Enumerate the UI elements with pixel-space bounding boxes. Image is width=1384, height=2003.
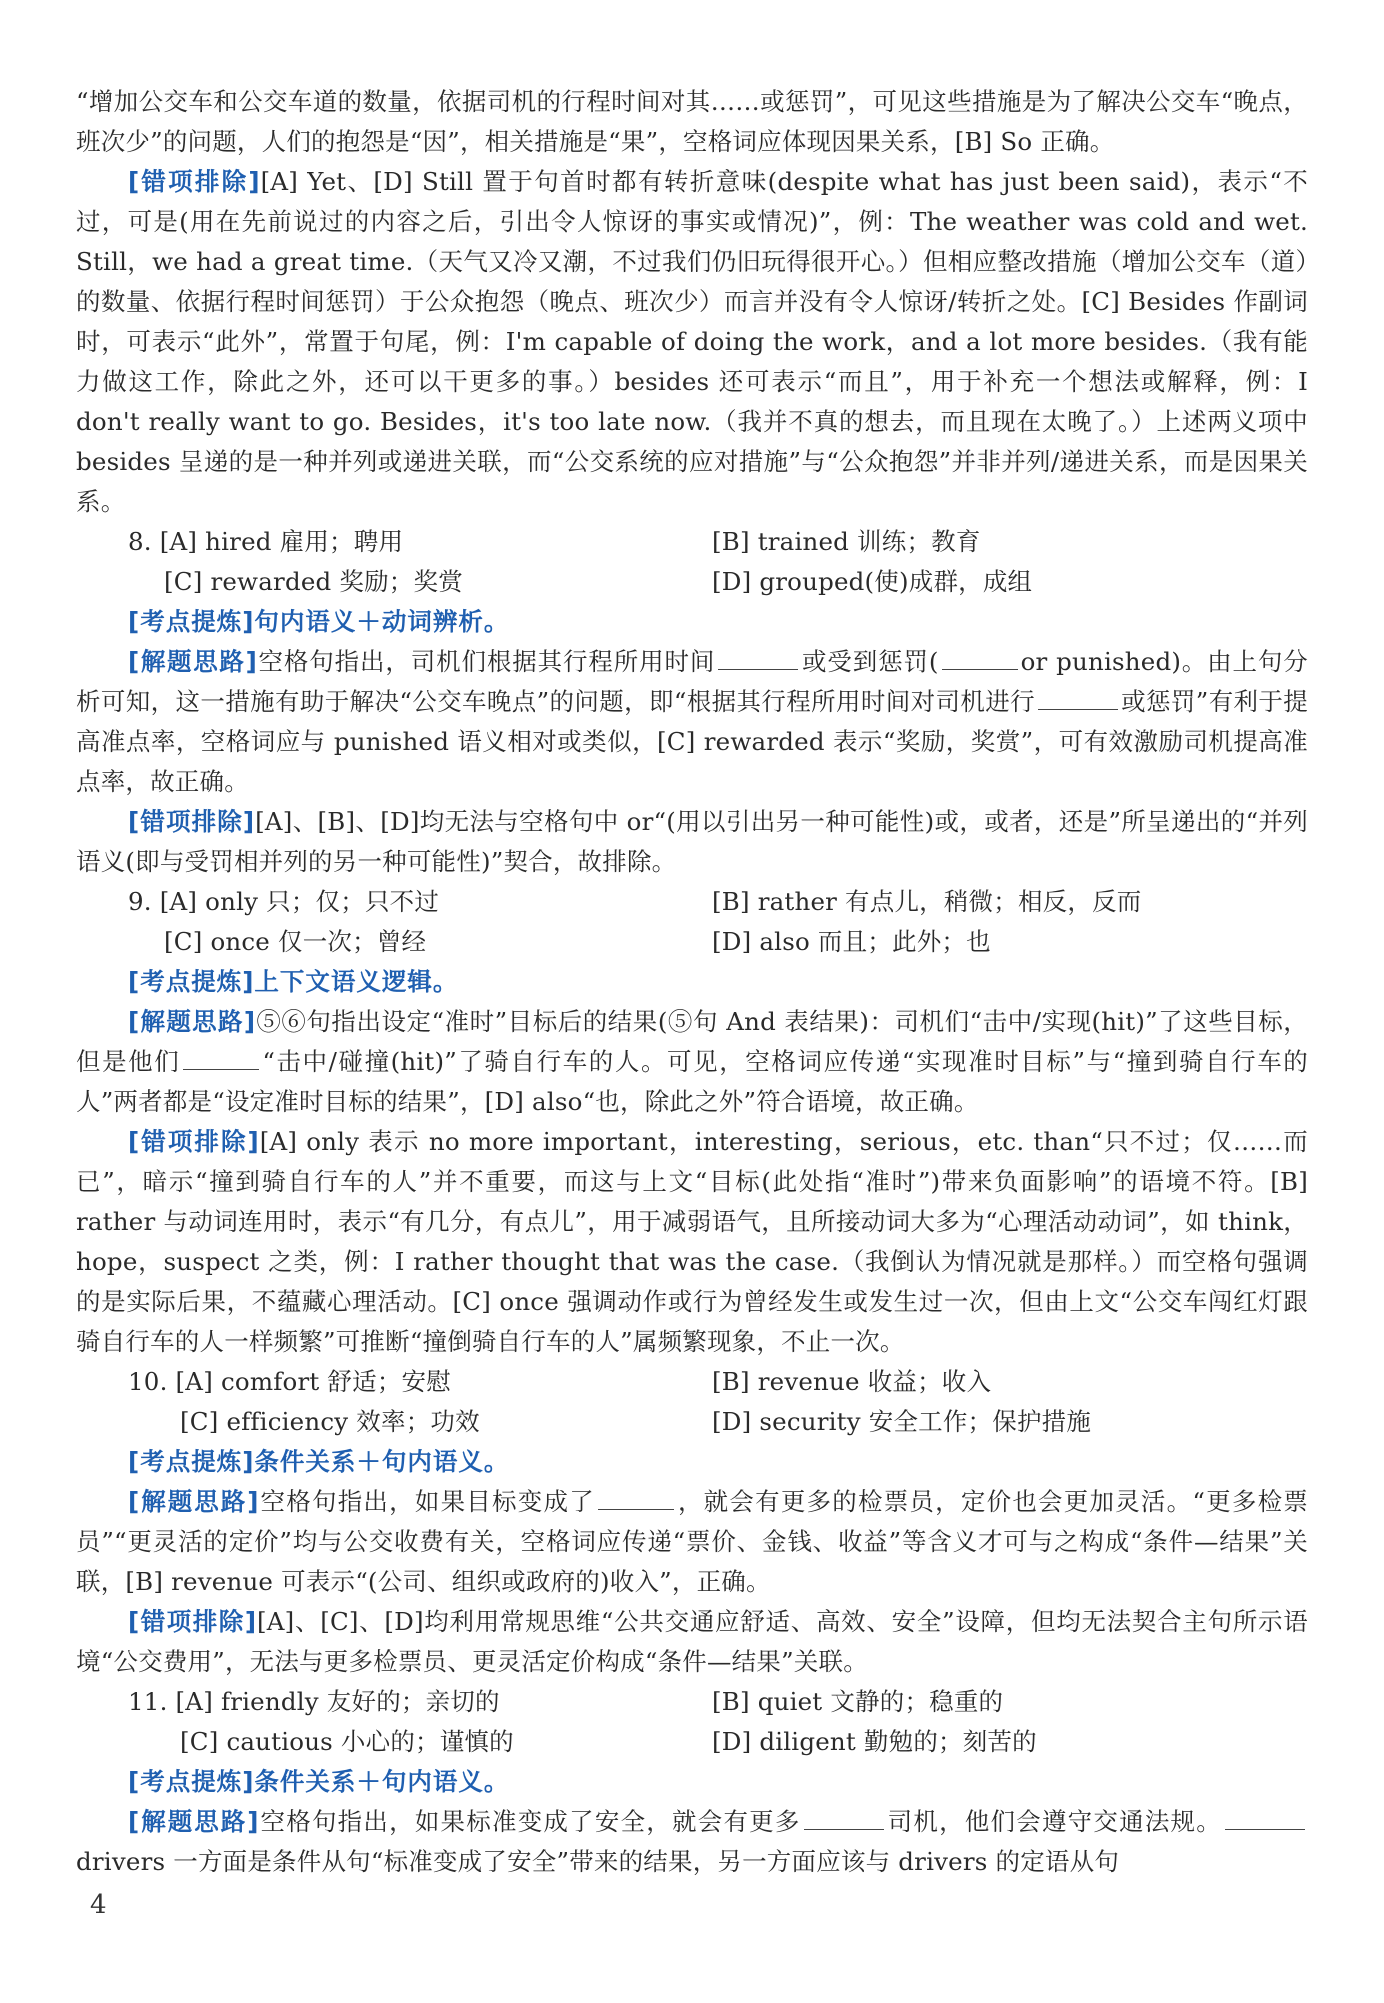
q9-wrong-text: [A] only 表示 no more important，interesting，serious，etc. than“只不过；仅……而已”，暗示“撞到骑自行车的人”并不重要，而这与上文“目标(此处指“准时”)带来负面影响”的语境不符。[B] rather 与动词连用时，表示“有几分，有点儿”，用于减弱语气，且所接动词大多为“心理活动动词”，如 think，hope，suspect 之类，例：I rather thought that was the case.（我倒认为情况就是那样。）而空格句强调的是实际后果，不蕴藏心理活动。[C] once 强调动作或行为曾经发生或发生过一次，但由上文“公交车闯红灯跟骑自行车的人一样频繁”可推断“撞倒骑自行车的人”属频繁现象，不止一次。 <box>76 1127 1308 1356</box>
blank-line <box>942 647 1018 670</box>
q8-options-row-1 <box>76 522 1308 562</box>
label-idea: [解题思路] <box>128 1007 257 1036</box>
q11-idea <box>76 1802 1308 1882</box>
q8-options-row-2 <box>76 562 1308 602</box>
q8-idea-text-2: 或受到惩罚( <box>801 647 939 676</box>
label-point: [考点提炼] <box>128 607 255 636</box>
label-point: [考点提炼] <box>128 967 255 996</box>
q10-option-c: [C] efficiency 效率；功效 <box>180 1407 480 1436</box>
q10-option-d: [D] security 安全工作；保护措施 <box>712 1407 1092 1436</box>
q9-options-row-1 <box>76 882 1308 922</box>
blank-line <box>804 1807 884 1830</box>
q11-options-row-2 <box>76 1722 1308 1762</box>
q8-option-a: 8. [A] hired 雇用；聘用 <box>128 527 404 556</box>
blank-line <box>598 1487 674 1510</box>
q9-option-c: [C] once 仅一次；曾经 <box>164 927 427 956</box>
q9-point-text: 上下文语义逻辑。 <box>254 967 459 996</box>
q8-idea-text-1: 空格句指出，司机们根据其行程所用时间 <box>257 647 716 676</box>
q8-point <box>76 602 1308 642</box>
label-idea: [解题思路] <box>128 647 258 676</box>
blank-line <box>1038 687 1118 710</box>
q11-option-b: [B] quiet 文静的；稳重的 <box>712 1687 1004 1716</box>
q9-options-row-2 <box>76 922 1308 962</box>
q10-wrong-text: [A]、[C]、[D]均利用常规思维“公共交通应舒适、高效、安全”设障，但均无法契合主句所示语境“公交费用”，无法与更多检票员、更灵活定价构成“条件—结果”关联。 <box>76 1607 1308 1676</box>
q9-idea <box>76 1002 1308 1122</box>
q10-option-b: [B] revenue 收益；收入 <box>712 1367 992 1396</box>
q11-idea-text-2: 司机，他们会遵守交通法规。 <box>886 1807 1222 1836</box>
q9-option-b: [B] rather 有点儿，稍微；相反，反而 <box>712 887 1142 916</box>
label-wrong: [错项排除] <box>128 1607 258 1636</box>
blank-line <box>183 1047 259 1070</box>
label-idea: [解题思路] <box>128 1487 260 1516</box>
blank-line <box>718 647 798 670</box>
label-point: [考点提炼] <box>128 1447 255 1476</box>
q10-point-text: 条件关系＋句内语义。 <box>254 1447 510 1476</box>
q10-options-row-2 <box>76 1402 1308 1442</box>
label-wrong: [错项排除] <box>128 1127 260 1156</box>
q10-point <box>76 1442 1308 1482</box>
q11-option-d: [D] diligent 勤勉的；刻苦的 <box>712 1727 1037 1756</box>
q8-idea-text-4: 或惩罚”有利于提高准点率，空格词应与 punished 语义相对或类似，[C] rewarded 表示“奖励，奖赏”，可有效激励司机提高准点率，故正确。 <box>76 687 1309 796</box>
label-wrong: [错项排除] <box>128 167 261 196</box>
label-idea: [解题思路] <box>128 1807 260 1836</box>
q8-option-d: [D] grouped(使)成群，成组 <box>712 567 1033 596</box>
intro-wrong-paragraph <box>76 162 1308 522</box>
q11-point-text: 条件关系＋句内语义。 <box>254 1767 510 1796</box>
q8-idea <box>76 642 1308 802</box>
q8-option-b: [B] trained 训练；教育 <box>712 527 981 556</box>
page-number: 4 <box>90 1890 107 1920</box>
q9-idea-text-2: “击中/碰撞(hit)”了骑自行车的人。可见，空格词应传递“实现准时目标”与“撞到骑自行车的人”两者都是“设定准时目标的结果”，[D] also“也，除此之外”符合语境，故正确。 <box>76 1047 1308 1116</box>
blank-line <box>1225 1807 1305 1830</box>
q8-option-c: [C] rewarded 奖励；奖赏 <box>164 567 463 596</box>
q8-idea-text-3: or punished)。由上句分析可知，这一措施有助于解决“公交车晚点”的问题，即“根据其行程所用时间对司机进行 <box>76 647 1308 716</box>
q10-options-row-1 <box>76 1362 1308 1402</box>
q11-idea-text-1: 空格句指出，如果标准变成了安全，就会有更多 <box>259 1807 801 1836</box>
q10-idea <box>76 1482 1308 1602</box>
q11-option-a: 11. [A] friendly 友好的；亲切的 <box>128 1687 500 1716</box>
q8-wrong-text: [A]、[B]、[D]均无法与空格句中 or“(用以引出另一种可能性)或，或者，还是”所呈递出的“并列语义(即与受罚相并列的另一种可能性)”契合，故排除。 <box>76 807 1308 876</box>
q11-option-c: [C] cautious 小心的；谨慎的 <box>180 1727 514 1756</box>
q11-point <box>76 1762 1308 1802</box>
q11-options-row-1 <box>76 1682 1308 1722</box>
q8-point-text: 句内语义＋动词辨析。 <box>254 607 510 636</box>
q10-idea-text-1: 空格句指出，如果目标变成了 <box>259 1487 595 1516</box>
q11-idea-text-3: drivers 一方面是条件从句“标准变成了安全”带来的结果，另一方面应该与 drivers 的定语从句 <box>76 1847 1120 1876</box>
q10-wrong <box>76 1602 1308 1682</box>
q9-point <box>76 962 1308 1002</box>
q8-wrong <box>76 802 1308 882</box>
q9-option-a: 9. [A] only 只；仅；只不过 <box>128 887 440 916</box>
q9-option-d: [D] also 而且；此外；也 <box>712 927 991 956</box>
q10-option-a: 10. [A] comfort 舒适；安慰 <box>128 1367 451 1396</box>
page-body <box>76 82 1308 1882</box>
label-point: [考点提炼] <box>128 1767 255 1796</box>
intro-wrong-text: [A] Yet、[D] Still 置于句首时都有转折意味(despite what has just been said)，表示“不过，可是(用在先前说过的内容之后，引出令人惊讶的事实或情况)”，例：The weather was cold and wet. Still，we had a great time.（天气又冷又潮，不过我们仍旧玩得很开心。）但相应整改措施（增加公交车（道）的数量、依据行程时间惩罚）于公众抱怨（晚点、班次少）而言并没有令人惊讶/转折之处。[C] Besides 作副词时，可表示“此外”，常置于句尾，例：I'm capable of doing the work，and a lot more besides.（我有能力做这工作，除此之外，还可以干更多的事。）besides 还可表示“而且”，用于补充一个想法或解释，例：I don't really want to go. Besides，it's too late now.（我并不真的想去，而且现在太晚了。）上述两义项中 besides 呈递的是一种并列或递进关联，而“公交系统的应对措施”与“公众抱怨”并非并列/递进关系，而是因果关系。 <box>76 167 1308 516</box>
q10-idea-text-2: ，就会有更多的检票员，定价也会更加灵活。“更多检票员”“更灵活的定价”均与公交收费有关，空格词应传递“票价、金钱、收益”等含义才可与之构成“条件—结果”关联，[B] revenue 可表示“(公司、组织或政府的)收入”，正确。 <box>76 1487 1308 1596</box>
intro-paragraph: “增加公交车和公交车道的数量，依据司机的行程时间对其……或惩罚”，可见这些措施是为了解决公交车“晚点，班次少”的问题，人们的抱怨是“因”，相关措施是“果”，空格词应体现因果关系，[B] So 正确。 <box>76 87 1308 156</box>
q9-idea-text-1: ⑤⑥句指出设定“准时”目标后的结果(⑤句 And 表结果)：司机们“击中/实现(hit)”了这些目标，但是他们 <box>76 1007 1308 1076</box>
q9-wrong <box>76 1122 1308 1362</box>
label-wrong: [错项排除] <box>128 807 256 836</box>
